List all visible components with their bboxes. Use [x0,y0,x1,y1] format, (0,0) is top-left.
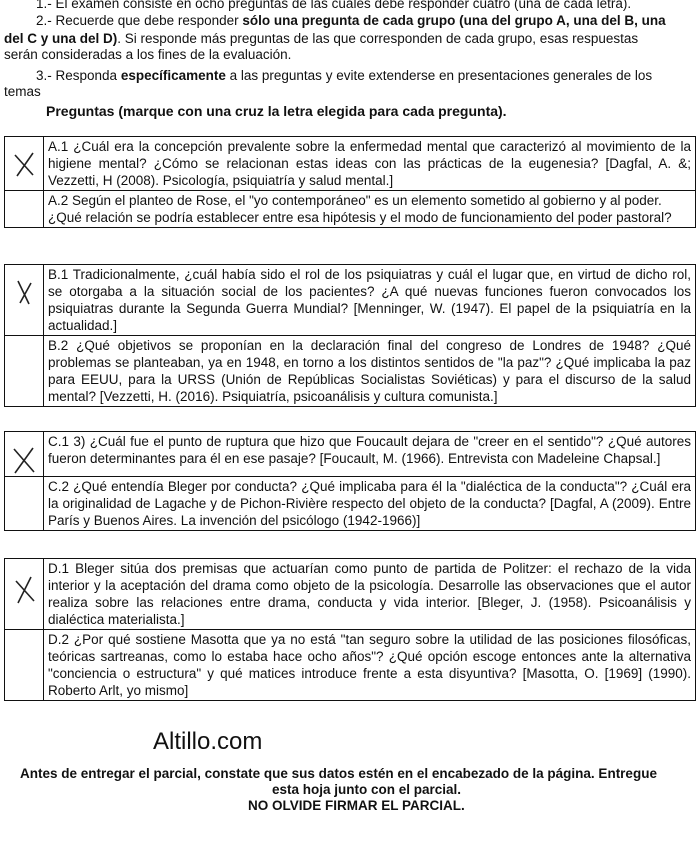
question-group-a [4,136,696,228]
question-row [5,265,695,335]
instruction-1: 1.- El examen consiste en ocho preguntas de las cuales debe responder cuatro (una de cada letra). [36,0,632,11]
question-text: D.2 ¿Por qué sostiene Masotta que ya no está "tan seguro sobre la utilidad de las posiciones filosóficas, teóricas sartreanas, como lo estaba hace ocho años"? ¿Qué opción escoge entonces ante la alternativa "conciencia o estructura" y qué matices introduce frente a esta disyuntiva? [Masotta, O. [1969] (1990). Roberto Arlt, yo mismo] [48,632,691,698]
instruction-5 [36,68,652,84]
cross-mark-icon [11,277,37,307]
cross-mark-icon [10,444,38,476]
cross-mark-icon [10,571,38,607]
instruction-6: temas [4,84,41,99]
instruction-5-text: 3.- Responda [36,68,121,83]
instruction-5-bold: específicamente [120,68,226,83]
question-text: B.2 ¿Qué objetivos se proponían en la declaración final del congreso de Londres de 1948? ¿Qué problemas se planteaban, ya en 1948, en torno a los distintos sentidos de "la paz"? ¿Qué implicaba la paz para EEUU, para la URSS (Unión de Repúblicas Socialistas Soviéticas) y para el discurso de la salud mental? [Vezzetti, H. (2016). Psiquiatría, psicoanálisis y cultura comunista.] [48,338,691,404]
question-text: B.1 Tradicionalmente, ¿cuál había sido el rol de los psiquiatras y cuál el lugar que, en virtud de dicho rol, se otorgaba a la situación social de los pacientes? ¿A qué nuevas funciones fueron convocados los psiquiatras durante la Segunda Guerra Mundial? [Menninger, W. (1947). El papel de la psiquiatría en la actualidad.] [48,267,691,333]
question-group-c [4,431,696,531]
answer-mark-cell[interactable] [5,559,44,629]
question-row [5,629,695,700]
instruction-3 [4,31,638,47]
question-text: D.1 Bleger sitúa dos premisas que actuarían como punto de partida de Politzer: el rechazo de la vida interior y la aceptación del drama como objeto de la psicología. Desarrolle las observaciones que el autor realiza sobre las relaciones entre drama, conducta y vida interior. [Bleger, J. (1958). Psicoanálisis y dialéctica materialista.] [48,561,691,627]
instruction-3-bold: del C y una del D) [4,31,118,46]
question-row [5,137,695,190]
question-group-b [4,264,696,407]
cross-mark-icon [11,149,37,179]
question-text: A.2 Según el planteo de Rose, el "yo contemporáneo" es un elemento sometido al gobierno y al poder. ¿Qué relación se podría establecer entre esa hipótesis y el modo de funcionamiento del poder pastoral? [48,193,672,225]
question-row [5,335,695,406]
instruction-5-rest: a las preguntas y evite extenderse en presentaciones generales de los [225,68,653,83]
question-row [5,190,695,227]
question-row [5,476,695,530]
question-text: C.1 3) ¿Cuál fue el punto de ruptura que hizo que Foucault dejara de "creer en el sentido"? ¿Qué autores fueron determinantes para él en ese pasaje? [Foucault, M. (1966). Entrevista con Madeleine Chapsal.] [48,434,691,466]
question-text: A.1 ¿Cuál era la concepción prevalente sobre la enfermedad mental que caracterizó al movimiento de la higiene mental? ¿Cómo se relacionan estas ideas con las prácticas de la eugenesia? [Dagfal, A. &; Vezzetti, H (2008). Psicología, psiquiatría y salud mental.] [48,139,691,188]
answer-mark-cell[interactable] [5,191,44,227]
instruction-2-text: 2.- Recuerde que debe responder [36,13,243,28]
answer-mark-cell[interactable] [5,137,44,190]
answer-mark-cell[interactable] [5,630,44,700]
instruction-4: serán consideradas a los fines de la evaluación. [4,47,292,62]
instruction-2 [36,13,666,29]
questions-title: Preguntas (marque con una cruz la letra elegida para cada pregunta). [46,103,507,119]
answer-mark-cell[interactable] [5,336,44,406]
instruction-3-text: . Si responde más preguntas de las que corresponden de cada grupo, esas respuestas [117,31,639,46]
answer-mark-cell[interactable] [5,477,44,530]
question-group-d [4,558,696,701]
watermark-logo: Altillo.com [153,728,263,755]
answer-mark-cell[interactable] [5,432,44,476]
question-row [5,559,695,629]
footer-line-3: NO OLVIDE FIRMAR EL PARCIAL. [248,798,465,813]
question-text: C.2 ¿Qué entendía Bleger por conducta? ¿Qué implicaba para él la "dialéctica de la conducta"? ¿Cuál era la originalidad de Lagache y de Pichon-Rivière respecto del objeto de la conducta? [Dagfal, A (2009). Entre París y Buenos Aires. La invención del psicólogo (1942-1966)] [48,479,691,528]
instruction-2-bold: sólo una pregunta de cada grupo (una del grupo A, una del B, una [242,13,666,28]
question-row [5,432,695,476]
footer-line-2: esta hoja junto con el parcial. [272,782,462,797]
footer-line-1: Antes de entregar el parcial, constate que sus datos estén en el encabezado de la página. Entregue [20,766,657,781]
answer-mark-cell[interactable] [5,265,44,335]
